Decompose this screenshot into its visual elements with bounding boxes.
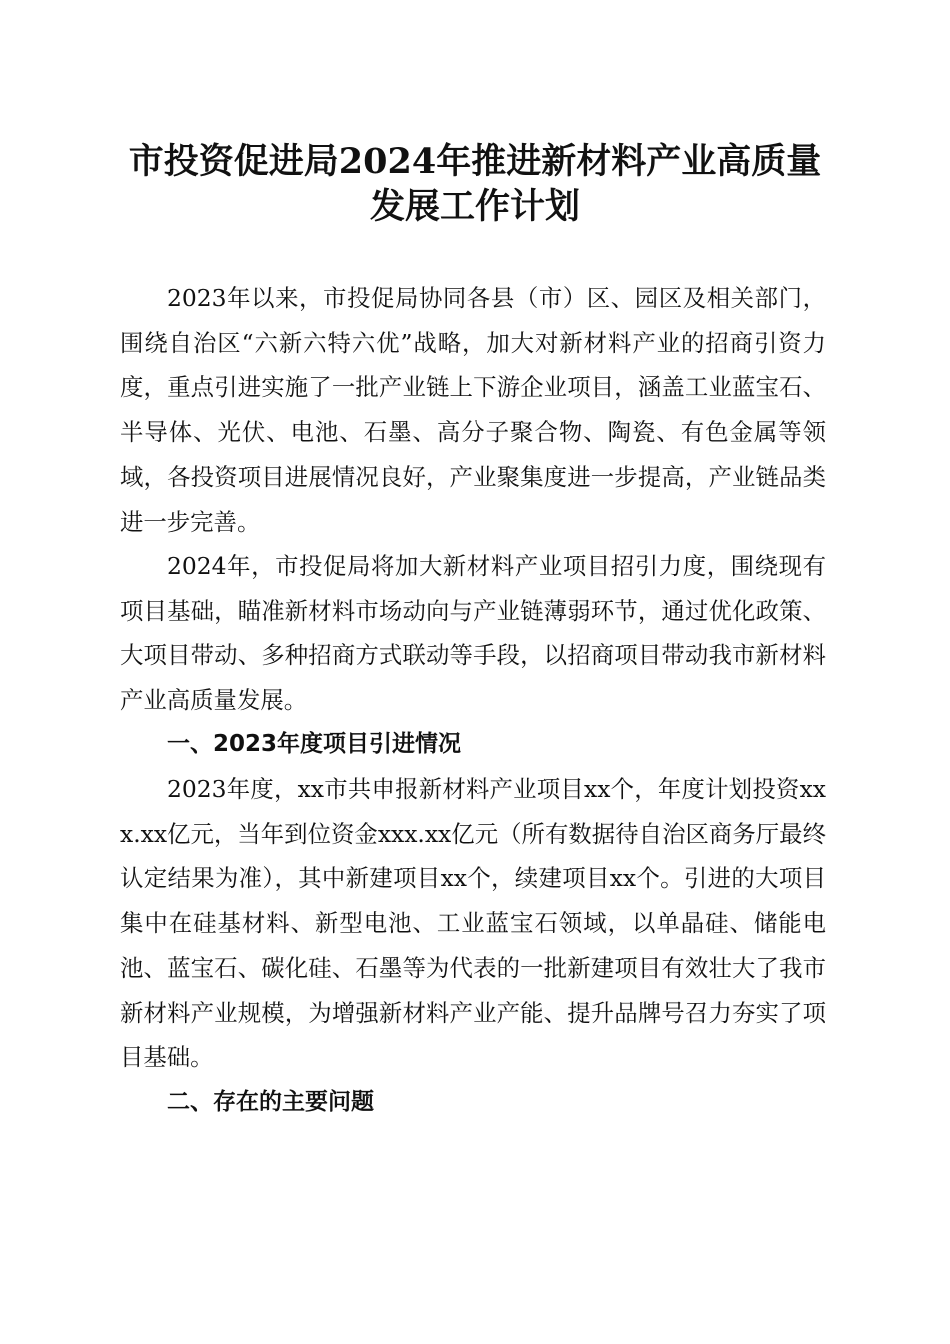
paragraph-intro: 2023年以来，市投促局协同各县（市）区、园区及相关部门，围绕自治区“六新六特六优”战略，加大对新材料产业的招商引资力度，重点引进实施了一批产业链上下游企业项目，涵盖工业蓝宝石、半导体、光伏、电池、石墨、高分子聚合物、陶瓷、有色金属等领域，各投资项目进展情况良好，产业聚集度进一步提高，产业链品类进一步完善。 <box>120 284 826 536</box>
paragraph-2023-projects: 2023年度，xx市共申报新材料产业项目xx个，年度计划投资xxx.xx亿元，当年到位资金xxx.xx亿元（所有数据待自治区商务厅最终认定结果为准），其中新建项目xx个，续建项目xx个。引进的大项目集中在硅基材料、新型电池、工业蓝宝石领域，以单晶硅、储能电池、蓝宝石、碳化硅、石墨等为代表的一批新建项目有效壮大了我市新材料产业规模，为增强新材料产业产能、提升品牌号召力夯实了项目基础。 <box>120 775 826 1072</box>
section-heading-2: 二、存在的主要问题 <box>167 1089 374 1115</box>
document-title-line-1: 市投资促进局2024年推进新材料产业高质量 <box>128 141 822 182</box>
document-title-line-2: 发展工作计划 <box>369 186 580 227</box>
paragraph-2024-plan: 2024年，市投促局将加大新材料产业项目招引力度，围绕现有项目基础，瞄准新材料市场动向与产业链薄弱环节，通过优化政策、大项目带动、多种招商方式联动等手段，以招商项目带动我市新材料产业高质量发展。 <box>120 552 826 715</box>
section-heading-1: 一、2023年度项目引进情况 <box>167 731 462 757</box>
